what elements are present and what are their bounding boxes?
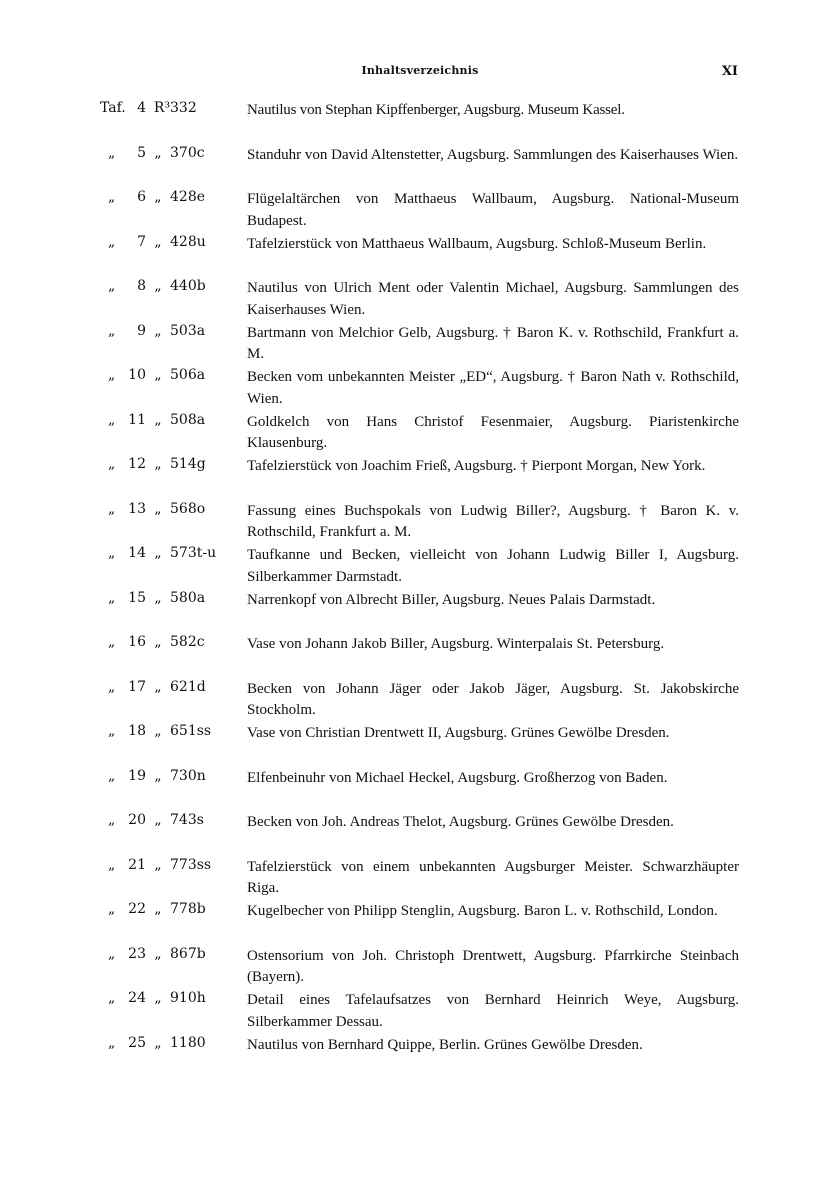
item-description: Kugelbecher von Philipp Stenglin, Augsburg. Baron L. v. Rothschild, London.	[247, 903, 718, 919]
reference-number: 778b	[170, 901, 206, 917]
ditto-mark: „	[154, 545, 162, 561]
ditto-mark: „	[154, 500, 162, 517]
ditto-mark: „	[154, 144, 162, 161]
reference-number: 580a	[170, 589, 206, 606]
ditto-mark: „	[108, 767, 116, 784]
list-item	[100, 901, 740, 946]
reference-number: 1180	[170, 1034, 206, 1051]
item-description: Narrenkopf von Albrecht Biller, Augsburg. Neues Palais Darmstadt.	[247, 591, 656, 608]
plate-number: 25	[128, 1034, 146, 1051]
ditto-mark: „	[154, 322, 162, 339]
plate-number: 12	[128, 456, 146, 472]
plate-number: 8	[137, 278, 146, 294]
reference-number: 867b	[170, 945, 206, 962]
plate-number: 23	[128, 945, 146, 962]
reference-number: 651ss	[170, 723, 212, 739]
ditto-mark: „	[154, 367, 162, 383]
plate-number: 24	[128, 990, 146, 1006]
ditto-mark: „	[108, 144, 116, 161]
plate-number: 4	[137, 100, 146, 116]
plate-number: 6	[137, 189, 146, 205]
ditto-mark: „	[108, 812, 116, 828]
item-description: Detail eines Tafelaufsatzes von Bernhard Heinrich Weye, Augsburg. Silberkammer Dessau.	[247, 992, 739, 1030]
item-description: Tafelzierstück von Matthaeus Wallbaum, Augsburg. Schloß-Museum Berlin.	[247, 235, 707, 252]
reference-number: 506a	[170, 367, 206, 383]
ditto-mark: „	[154, 233, 162, 250]
list-item	[100, 946, 740, 991]
reference-number: 621d	[170, 678, 206, 695]
plate-number: 9	[137, 322, 146, 339]
plate-number: 16	[128, 634, 146, 650]
reference-number: 730n	[170, 767, 206, 784]
list-item	[100, 812, 740, 857]
list-item	[100, 234, 740, 279]
ditto-mark: „	[108, 901, 116, 917]
plate-number: 11	[128, 411, 146, 428]
ditto-mark: „	[108, 545, 116, 561]
ditto-mark: „	[154, 990, 162, 1006]
plate-prefix: Taf.	[100, 100, 126, 116]
item-description: Bartmann von Melchior Gelb, Augsburg. † Baron K. v. Rothschild, Frankfurt a. M.	[247, 324, 739, 362]
plate-number: 17	[128, 678, 146, 695]
item-description: Nautilus von Ulrich Ment oder Valentin Michael, Augsburg. Sammlungen des Kaiserhauses Wien.	[247, 280, 739, 318]
page-number: XI	[721, 64, 738, 79]
item-description: Ostensorium von Joh. Christoph Drentwett, Augsburg. Pfarrkirche Steinbach (Bayern).	[247, 947, 739, 985]
ditto-mark: „	[154, 812, 162, 828]
plate-number: 15	[128, 589, 146, 606]
ditto-mark: „	[108, 456, 116, 472]
item-description: Vase von Johann Jakob Biller, Augsburg. Winterpalais St. Petersburg.	[247, 636, 665, 652]
list-item	[100, 723, 740, 768]
reference-number: 573t-u	[170, 545, 217, 561]
item-description: Standuhr von David Altenstetter, Augsburg. Sammlungen des Kaiserhauses Wien.	[247, 146, 739, 163]
ditto-mark: „	[108, 945, 116, 962]
item-description: Nautilus von Stephan Kipffenberger, Augsburg. Museum Kassel.	[247, 102, 625, 118]
ditto-mark: „	[108, 233, 116, 250]
ditto-mark: „	[108, 990, 116, 1006]
ditto-mark: „	[108, 411, 116, 428]
ditto-mark: „	[154, 678, 162, 695]
reference-number: 428e	[170, 189, 206, 205]
plate-number: 21	[128, 856, 146, 873]
ditto-mark: „	[154, 456, 162, 472]
header-title: Inhaltsverzeichnis	[361, 64, 479, 77]
item-description: Flügelaltärchen von Matthaeus Wallbaum, Augsburg. National-Museum Budapest.	[247, 191, 739, 229]
ditto-mark: „	[154, 411, 162, 428]
reference-number: 503a	[170, 322, 206, 339]
reference-number: 514g	[170, 456, 206, 472]
list-item	[100, 501, 740, 546]
item-description: Fassung eines Buchspokals von Ludwig Biller?, Augsburg. † Baron K. v. Rothschild, Frankfurt a. M.	[247, 502, 739, 540]
item-description: Tafelzierstück von Joachim Frieß, Augsburg. † Pierpont Morgan, New York.	[247, 458, 706, 474]
list-item	[100, 412, 740, 457]
ditto-mark: „	[108, 278, 116, 294]
list-item	[100, 634, 740, 679]
reference-number: 332	[170, 100, 197, 116]
reference-number: 428u	[170, 233, 206, 250]
ditto-mark: „	[154, 901, 162, 917]
ditto-mark: „	[108, 322, 116, 339]
reference-number: 568o	[170, 500, 206, 517]
list-item	[100, 679, 740, 724]
ditto-mark: „	[154, 945, 162, 962]
ditto-mark: „	[108, 723, 116, 739]
plate-number: 7	[137, 233, 146, 250]
item-description: Elfenbeinuhr von Michael Heckel, Augsburg. Großherzog von Baden.	[247, 769, 668, 786]
reference-prefix: R³	[153, 100, 171, 116]
ditto-mark: „	[108, 1034, 116, 1051]
ditto-mark: „	[108, 189, 116, 205]
list-item	[100, 189, 740, 234]
plate-list	[100, 100, 740, 1079]
ditto-mark: „	[154, 589, 162, 606]
ditto-mark: „	[108, 367, 116, 383]
ditto-mark: „	[154, 856, 162, 873]
reference-number: 440b	[170, 278, 206, 294]
list-item	[100, 278, 740, 323]
list-item	[100, 768, 740, 813]
plate-number: 19	[128, 767, 146, 784]
list-item	[100, 456, 740, 501]
item-description: Becken von Johann Jäger oder Jakob Jäger, Augsburg. St. Jakobskirche Stockholm.	[247, 680, 739, 718]
reference-number: 370c	[170, 144, 205, 161]
ditto-mark: „	[154, 278, 162, 294]
plate-number: 5	[137, 144, 146, 161]
list-item	[100, 323, 740, 368]
plate-number: 20	[128, 812, 146, 828]
reference-number: 508a	[170, 411, 206, 428]
reference-number: 743s	[170, 812, 204, 828]
item-description: Tafelzierstück von einem unbekannten Augsburger Meister. Schwarzhäupter Riga.	[247, 858, 739, 896]
plate-number: 18	[128, 723, 146, 739]
reference-number: 910h	[170, 990, 206, 1006]
list-item	[100, 857, 740, 902]
item-description: Nautilus von Bernhard Quippe, Berlin. Grünes Gewölbe Dresden.	[247, 1036, 643, 1053]
running-header	[100, 64, 740, 84]
plate-number: 13	[128, 500, 146, 517]
list-item	[100, 367, 740, 412]
ditto-mark: „	[154, 189, 162, 205]
plate-number: 22	[128, 901, 146, 917]
item-description: Vase von Christian Drentwett II, Augsburg. Grünes Gewölbe Dresden.	[247, 725, 670, 741]
plate-number: 10	[128, 367, 146, 383]
item-description: Taufkanne und Becken, vielleicht von Johann Ludwig Biller I, Augsburg. Silberkammer Darmstadt.	[247, 547, 739, 585]
ditto-mark: „	[108, 500, 116, 517]
item-description: Goldkelch von Hans Christof Fesenmaier, Augsburg. Piaristenkirche Klausenburg.	[247, 413, 739, 451]
ditto-mark: „	[108, 634, 116, 650]
ditto-mark: „	[154, 723, 162, 739]
list-item	[100, 1035, 740, 1080]
ditto-mark: „	[108, 856, 116, 873]
list-item	[100, 545, 740, 590]
reference-number: 582c	[170, 634, 205, 650]
ditto-mark: „	[154, 1034, 162, 1051]
item-description: Becken von Joh. Andreas Thelot, Augsburg. Grünes Gewölbe Dresden.	[247, 814, 674, 830]
list-item	[100, 145, 740, 190]
list-item	[100, 100, 740, 145]
plate-number: 14	[128, 545, 146, 561]
item-description: Becken vom unbekannten Meister „ED“, Augsburg. † Baron Nath v. Rothschild, Wien.	[247, 369, 739, 407]
reference-number: 773ss	[170, 856, 212, 873]
ditto-mark: „	[154, 634, 162, 650]
ditto-mark: „	[108, 589, 116, 606]
ditto-mark: „	[154, 767, 162, 784]
list-item	[100, 990, 740, 1035]
ditto-mark: „	[108, 678, 116, 695]
list-item	[100, 590, 740, 635]
